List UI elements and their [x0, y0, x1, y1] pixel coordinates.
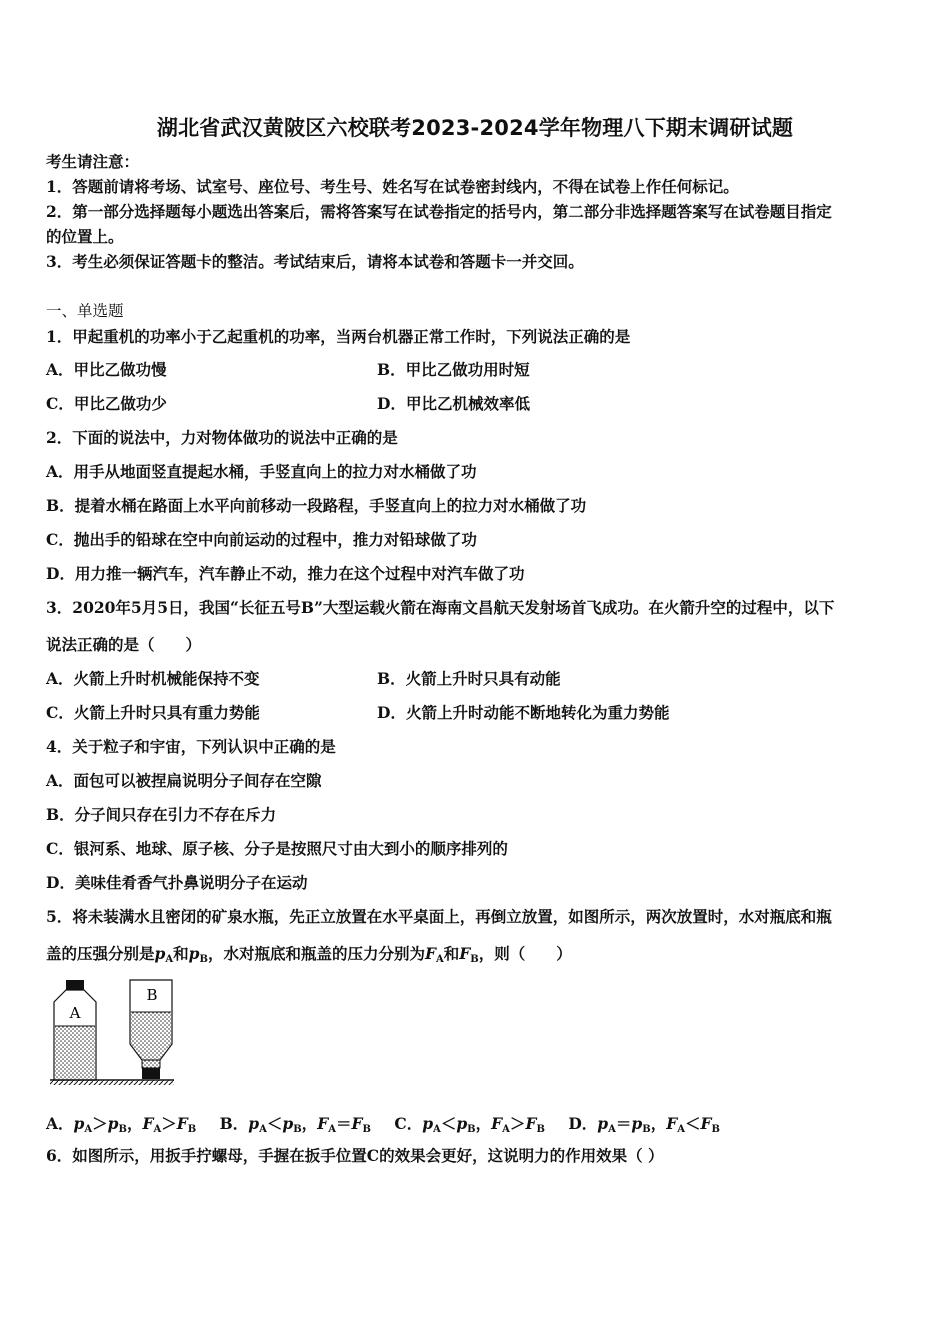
q5-options — [46, 1112, 720, 1135]
q5-stem-1: 5．将未装满水且密闭的矿泉水瓶，先正立放置在水平桌面上，再倒立放置，如图所示，两次放置时，水对瓶底和瓶 — [46, 907, 832, 926]
q3-option-a: A．火箭上升时机械能保持不变 — [46, 669, 260, 688]
notice-item-2a: 2．第一部分选择题每小题选出答案后，需将答案写在试卷指定的括号内，第二部分非选择题答案写在试卷题目指定 — [46, 202, 832, 221]
q2-option-d: D．用力推一辆汽车，汽车静止不动，推力在这个过程中对汽车做了功 — [46, 564, 525, 583]
subscript-b: B — [199, 954, 208, 965]
force-symbol: F — [459, 944, 471, 963]
q3-stem-1: 3．2020年5月5日，我国“长征五号B”大型运载火箭在海南文昌航天发射场首飞成功。在火箭升空的过程中，以下 — [46, 598, 835, 617]
notice-item-2b: 的位置上。 — [46, 227, 124, 246]
pressure-symbol: p — [188, 944, 200, 963]
exam-title: 湖北省武汉黄陂区六校联考2023-2024学年物理八下期末调研试题 — [156, 116, 794, 140]
q3-option-c: C．火箭上升时只具有重力势能 — [46, 703, 260, 722]
q1-option-a: A．甲比乙做功慢 — [46, 360, 167, 379]
notice-item-3: 3．考生必须保证答题卡的整洁。考试结束后，请将本试卷和答题卡一并交回。 — [46, 252, 584, 271]
subscript-b: B — [470, 954, 479, 965]
q3-stem-2: 说法正确的是（ ） — [46, 635, 202, 654]
bottles-figure — [48, 976, 178, 1086]
q6-stem: 6．如图所示，用扳手拧螺母，手握在扳手位置C的效果会更好，这说明力的作用效果（ ） — [46, 1146, 664, 1165]
notice-item-1: 1．答题前请将考场、试室号、座位号、考生号、姓名写在试卷密封线内，不得在试卷上作任何标记。 — [46, 177, 739, 196]
subscript-a: A — [165, 954, 174, 965]
q4-stem: 4．关于粒子和宇宙，下列认识中正确的是 — [46, 737, 336, 756]
q5-option-d: D．$p_A=p_B$，$F_A<F_B$ — [568, 1114, 720, 1135]
force-symbol: F — [424, 944, 436, 963]
q3-option-d: D．火箭上升时动能不断地转化为重力势能 — [377, 703, 670, 722]
q5-option-c: C．$p_A<p_B$，$F_A>F_B$ — [394, 1114, 545, 1135]
q5-stem-2 — [46, 944, 572, 970]
bottle-b-label: B — [146, 986, 158, 1004]
and-text: 和 — [443, 944, 460, 963]
bottle-a — [54, 980, 96, 1080]
q4-option-b: B．分子间只存在引力不存在斥力 — [46, 805, 277, 824]
q5-stem-2-mid: ，水对瓶底和瓶盖的压力分别为 — [207, 944, 425, 963]
and-text: 和 — [173, 944, 189, 963]
notice-heading: 考生请注意： — [46, 152, 140, 171]
q2-stem: 2．下面的说法中，力对物体做功的说法中正确的是 — [46, 428, 398, 447]
q1-stem: 1．甲起重机的功率小于乙起重机的功率，当两台机器正常工作时，下列说法正确的是 — [46, 327, 631, 346]
q4-option-c: C．银河系、地球、原子核、分子是按照尺寸由大到小的顺序排列的 — [46, 839, 508, 858]
pressure-symbol: p — [154, 944, 166, 963]
q2-option-a: A．用手从地面竖直提起水桶，手竖直向上的拉力对水桶做了功 — [46, 462, 477, 481]
q5-stem-2-post: ，则（ ） — [478, 944, 572, 963]
bottle-b — [130, 980, 172, 1079]
q4-option-a: A．面包可以被捏扁说明分子间存在空隙 — [46, 771, 322, 790]
q1-option-d: D．甲比乙机械效率低 — [377, 394, 530, 413]
q5-option-b: B．$p_A<p_B$，$F_A=F_B$ — [219, 1114, 371, 1135]
q2-option-c: C．抛出手的铅球在空中向前运动的过程中，推力对铅球做了功 — [46, 530, 477, 549]
q1-option-b: B．甲比乙做功用时短 — [377, 360, 530, 379]
bottle-a-label: A — [69, 1004, 81, 1022]
q5-option-a: A．$p_A>p_B$，$F_A>F_B$ — [46, 1114, 197, 1135]
table-surface — [50, 1080, 174, 1085]
q4-option-d: D．美味佳肴香气扑鼻说明分子在运动 — [46, 873, 308, 892]
q2-option-b: B．提着水桶在路面上水平向前移动一段路程，手竖直向上的拉力对水桶做了功 — [46, 496, 587, 515]
q3-option-b: B．火箭上升时只具有动能 — [377, 669, 561, 688]
section-heading: 一、单选题 — [46, 302, 124, 320]
q1-option-c: C．甲比乙做功少 — [46, 394, 167, 413]
subscript-a: A — [435, 954, 444, 965]
q5-stem-2-pre: 盖的压强分别是 — [46, 944, 155, 963]
